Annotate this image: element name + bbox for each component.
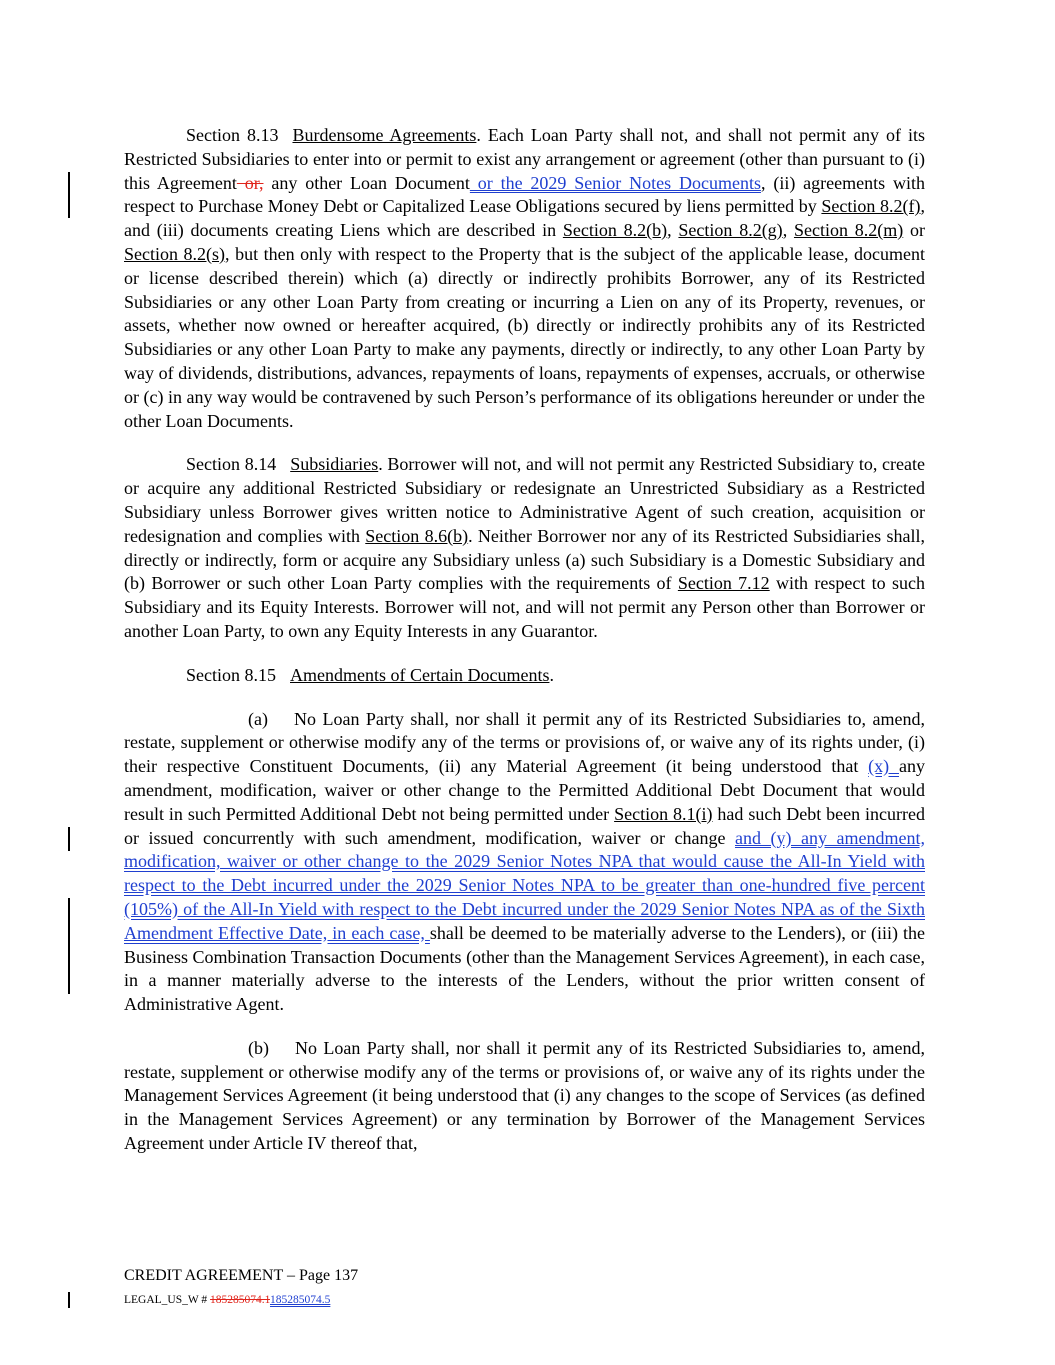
section-8-15-title: Amendments of Certain Documents bbox=[290, 664, 550, 685]
section-ref: Section 7.12 bbox=[677, 573, 770, 594]
section-ref: Section 8.2(b) bbox=[562, 220, 668, 241]
document-page bbox=[124, 124, 925, 1176]
subsection-label: (a) bbox=[248, 708, 268, 729]
section-8-15-heading: Section 8.15 Amendments of Certain Documents. bbox=[186, 664, 554, 685]
section-8-13-title: Burdensome Agreements bbox=[292, 125, 477, 145]
section-ref: Section 8.2(g) bbox=[678, 220, 783, 241]
section-ref: Section 8.2(m) bbox=[793, 220, 904, 241]
section-ref: Section 8.6(b) bbox=[365, 525, 469, 546]
section-8-14: Section 8.14 Subsidiaries. Borrower will not, and will not permit any Restricted Subsidiary to, create or acquire any additional Restricted Subsidiary or redesignate an Unrestricted Subsidiary as a Restricted Subsidiary unless Borrower gives written notice to Administrative Agent of such creation, acquisition or redesignation and complies with Section 8.6(b). Neither Borrower nor any of its Restricted Subsidiaries shall, directly or indirectly, form or acquire any Subsidiary unless (a) such Subsidiary is a Domestic Subsidiary and (b) Borrower or such other Loan Party complies with the requirements of Section 7.12 with respect to such Subsidiary and its Equity Interests. Borrower will not, and will not permit any Person other than Borrower or another Loan Party, to own any Equity Interests in any Guarantor. bbox=[124, 454, 925, 641]
change-bar bbox=[68, 1292, 70, 1308]
inserted-doc-id: 185285074.5 bbox=[269, 1294, 331, 1306]
section-ref: Section 8.1(i) bbox=[614, 803, 713, 824]
footer-page-label: CREDIT AGREEMENT – Page 137 bbox=[124, 1267, 359, 1284]
section-ref: Section 8.2(s) bbox=[124, 243, 226, 264]
deleted-text: or, bbox=[236, 172, 264, 193]
change-bar bbox=[68, 827, 70, 851]
inserted-text: and (y) any amendment, modification, waiver or other change to the 2029 Senior Notes NPA that would cause the All-In Yield with respect to the Debt incurred under the 2029 Senior Notes NPA to be greater than one-hundred five percent (105%) of the All-In Yield with respect to the Debt incurred under the 2029 Senior Notes NPA as of the Sixth Amendment Effective Date, in each case, bbox=[124, 827, 925, 943]
inserted-text: or the 2029 Senior Notes Documents bbox=[469, 172, 761, 193]
subsection-label: (b) bbox=[248, 1037, 269, 1058]
section-ref: Section 8.2(f) bbox=[821, 196, 921, 217]
section-8-14-title: Subsidiaries bbox=[290, 454, 379, 475]
section-8-13: Section 8.13 Burdensome Agreements. Each Loan Party shall not, and shall not permit any of its Restricted Subsidiaries to enter into or permit to exist any arrangement or agreement (other than pursuant to (i) this Agreement or, any other Loan Document or the 2029 Senior Notes Documents, (ii) agreements with respect to Purchase Money Debt or Capitalized Lease Obligations secured by liens permitted by Section 8.2(f), and (iii) documents creating Liens which are described in Section 8.2(b), Section 8.2(g), Section 8.2(m) or Section 8.2(s), but then only with respect to the Property that is the subject of the applicable lease, document or license described therein) which (a) directly or indirectly prohibits Borrower, any of its Restricted Subsidiaries or any other Loan Party from creating or incurring a Lien on any of its Property, revenues, or assets, whether now owned or hereafter acquired, (b) directly or indirectly prohibits any of its Restricted Subsidiaries or any other Loan Party to make any payments, directly or indirectly, to any other Loan Party by way of dividends, distributions, advances, repayments of loans, repayments of expenses, accruals, or otherwise or (c) in any way would be contravened by such Person’s performance of its obligations hereunder or under the other Loan Documents. bbox=[124, 125, 926, 431]
subsection-a: (a) No Loan Party shall, nor shall it permit any of its Restricted Subsidiaries to, amend, restate, supplement or otherwise modify any of the terms or provisions of, or waive any of its rights under, (i) their respective Constituent Documents, (ii) any Material Agreement (it being understood that (x) any amendment, modification, waiver or other change to the Permitted Additional Debt Document that would result in such Permitted Additional Debt not being permitted under Section 8.1(i) had such Debt been incurred or issued concurrently with such amendment, modification, waiver or change and (y) any amendment, modification, waiver or other change to the 2029 Senior Notes NPA that would cause the All-In Yield with respect to the Debt incurred under the 2029 Senior Notes NPA to be greater than one-hundred five percent (105%) of the All-In Yield with respect to the Debt incurred under the 2029 Senior Notes NPA as of the Sixth Amendment Effective Date, in each case, shall be deemed to be materially adverse to the Lenders), or (iii) the Business Combination Transaction Documents (other than the Management Services Agreement), in each case, in a manner materially adverse to the interests of the Lenders, without the prior written consent of Administrative Agent. bbox=[124, 708, 926, 1015]
deleted-doc-id: 185285074.1 bbox=[210, 1294, 270, 1306]
inserted-text: (x) bbox=[868, 756, 899, 777]
change-bar bbox=[68, 172, 70, 218]
page-footer bbox=[124, 1266, 358, 1308]
footer-doc-id: LEGAL_US_W # 185285074.1185285074.5 bbox=[124, 1294, 331, 1306]
subsection-b: (b) No Loan Party shall, nor shall it permit any of its Restricted Subsidiaries to, amend, restate, supplement or otherwise modify any of the terms or provisions of, or waive any of its rights under the Management Services Agreement (it being understood that (i) any changes to the scope of Services (as defined in the Management Services Agreement) or any termination by Borrower of the Management Services Agreement under Article IV thereof that, bbox=[124, 1037, 925, 1154]
change-bar bbox=[68, 898, 70, 994]
